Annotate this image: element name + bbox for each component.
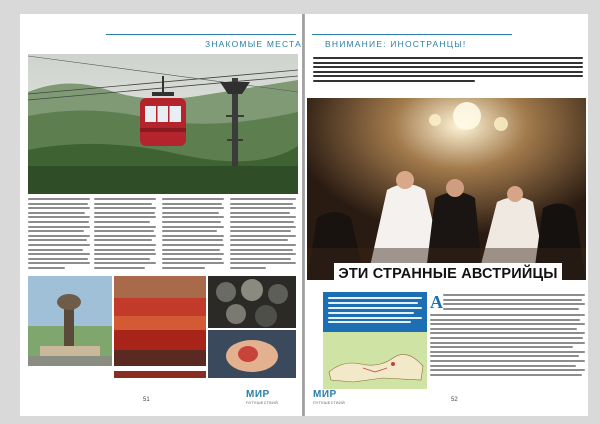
viennese-ball-photo [307,98,586,280]
drop-cap: А [430,292,443,312]
page-number-left: 51 [143,397,150,403]
text-column-4 [230,198,296,272]
logo-text: МИР [313,389,337,400]
text-column-3 [162,198,224,272]
cable-car-photo [28,54,298,194]
left-page [20,14,302,416]
intro-paragraph [313,57,583,85]
baskets-photo [208,276,296,328]
text-column-1 [28,198,90,272]
right-page [305,14,588,416]
header-rule-right [312,34,512,35]
text-column-2 [94,198,156,272]
flowers-strip [114,368,206,378]
header-rule-left [106,34,296,35]
austria-map [323,332,427,389]
article-headline: ЭТИ СТРАННЫЕ АВСТРИЙЦЫ [334,263,562,285]
sculpture-photo [28,276,112,366]
section-label-right: ВНИМАНИЕ: ИНОСТРАНЦЫ! [325,39,467,49]
hands-photo [208,330,296,378]
logo-subtitle: ПУТЕШЕСТВИЙ [313,401,346,405]
page-number-right: 52 [451,397,458,403]
magazine-logo-left [246,384,278,405]
section-label-left: ЗНАКОМЫЕ МЕСТА [205,39,302,49]
article-column-right-1 [443,294,585,312]
logo-subtitle: ПУТЕШЕСТВИЙ [246,401,279,405]
article-column-right-2 [430,314,585,378]
red-flowers-photo [114,276,206,366]
logo-text: МИР [246,389,270,400]
magazine-logo-right [313,384,345,405]
